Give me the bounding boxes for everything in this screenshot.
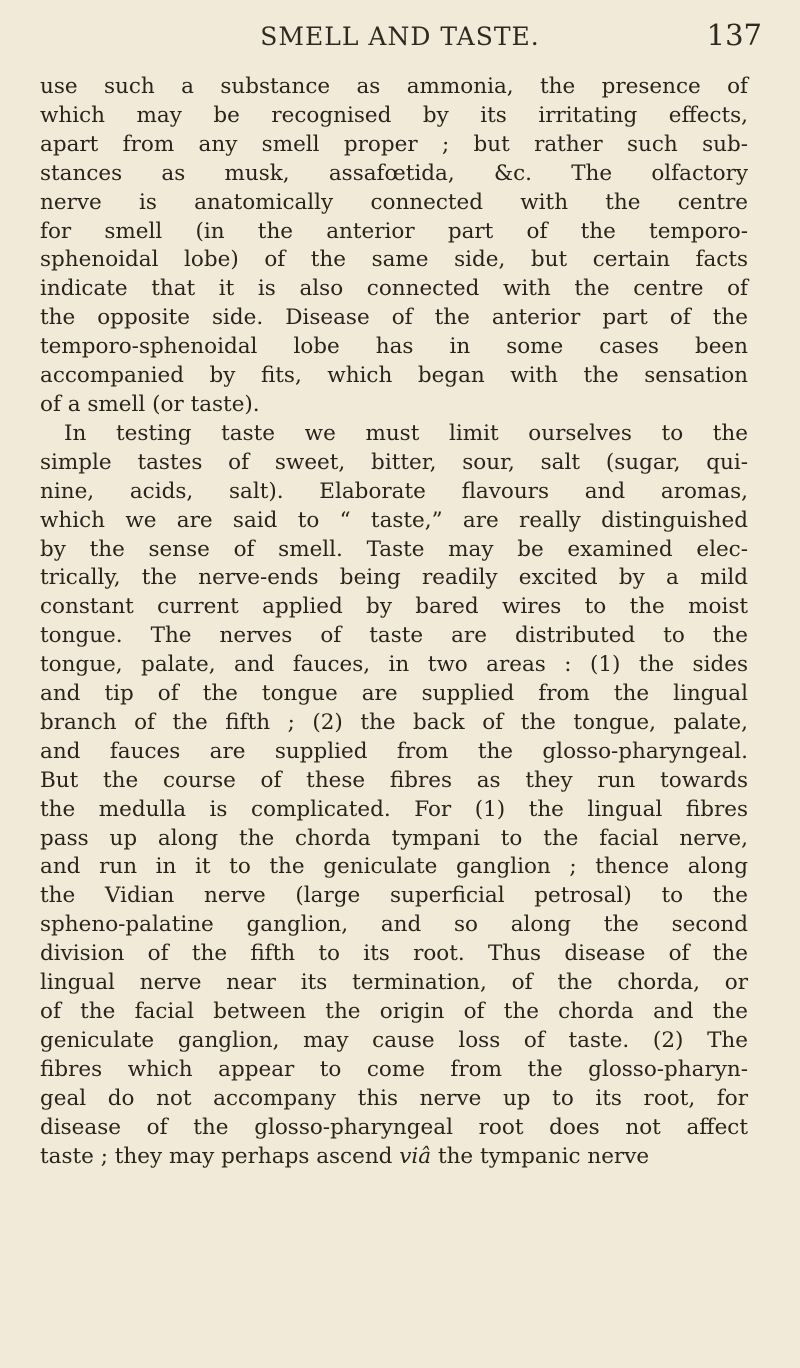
text-line: sphenoidal lobe) of the same side, but certain facts <box>40 247 748 273</box>
text-line: which we are said to “ taste,” are really distinguished <box>40 507 748 533</box>
text-line: indicate that it is also connected with the centre of <box>40 276 748 302</box>
text-line: taste ; they may perhaps ascend viâ the tympanic nerve <box>40 1143 650 1169</box>
text-line: simple tastes of sweet, bitter, sour, salt (sugar, qui- <box>40 449 748 475</box>
text-line: apart from any smell proper ; but rather such sub- <box>40 131 748 157</box>
text-line: division of the fifth to its root. Thus disease of the <box>40 941 748 967</box>
paragraph <box>40 73 748 420</box>
text-line: spheno-palatine ganglion, and so along the second <box>40 912 748 938</box>
text-line: lingual nerve near its termination, of the chorda, or <box>40 970 748 996</box>
text-line: and tip of the tongue are supplied from the lingual <box>40 681 748 707</box>
text-line: stances as musk, assafœtida, &c. The olfactory <box>40 160 748 186</box>
text-line: accompanied by fits, which began with the sensation <box>40 363 748 389</box>
text-line: the Vidian nerve (large superficial petrosal) to the <box>40 883 748 909</box>
text-line: the opposite side. Disease of the anterior part of the <box>40 305 748 331</box>
text-line: nine, acids, salt). Elaborate flavours and aromas, <box>40 478 748 504</box>
text-line: of a smell (or taste). <box>40 391 260 417</box>
text-line: trically, the nerve-ends being readily excited by a mild <box>40 565 748 591</box>
text-line: and fauces are supplied from the glosso-pharyngeal. <box>40 738 748 764</box>
running-head <box>0 18 800 58</box>
text-line: constant current applied by bared wires to the moist <box>40 594 748 620</box>
text-line: the medulla is complicated. For (1) the lingual fibres <box>40 796 748 822</box>
text-line: geal do not accompany this nerve up to its root, for <box>40 1085 748 1111</box>
text-line: which may be recognised by its irritating effects, <box>40 102 748 128</box>
running-title: SMELL AND TASTE. <box>260 22 540 51</box>
text-line: geniculate ganglion, may cause loss of taste. (2) The <box>40 1027 748 1053</box>
text-line: But the course of these fibres as they run towards <box>40 767 748 793</box>
page-number: 137 <box>706 18 762 52</box>
text-line: use such a substance as ammonia, the presence of <box>40 74 748 99</box>
body-text <box>40 73 748 1171</box>
text-line: fibres which appear to come from the glosso-pharyn- <box>40 1056 748 1082</box>
text-line: temporo-sphenoidal lobe has in some cases been <box>40 334 748 360</box>
text-line: and run in it to the geniculate ganglion ; thence along <box>40 854 748 880</box>
text-line: for smell (in the anterior part of the temporo- <box>40 218 748 244</box>
text-line: tongue. The nerves of taste are distributed to the <box>40 623 748 649</box>
text-line: by the sense of smell. Taste may be examined elec- <box>40 536 748 562</box>
text-line: branch of the fifth ; (2) the back of the tongue, palate, <box>40 709 748 735</box>
text-line: nerve is anatomically connected with the centre <box>40 189 748 215</box>
text-line: pass up along the chorda tympani to the facial nerve, <box>40 825 748 851</box>
text-line: disease of the glosso-pharyngeal root does not affect <box>40 1114 748 1140</box>
text-line: tongue, palate, and fauces, in two areas : (1) the sides <box>40 652 748 678</box>
text-line: of the facial between the origin of the chorda and the <box>40 999 748 1024</box>
text-line: In testing taste we must limit ourselves to the <box>64 420 748 446</box>
paragraph <box>40 420 748 1172</box>
